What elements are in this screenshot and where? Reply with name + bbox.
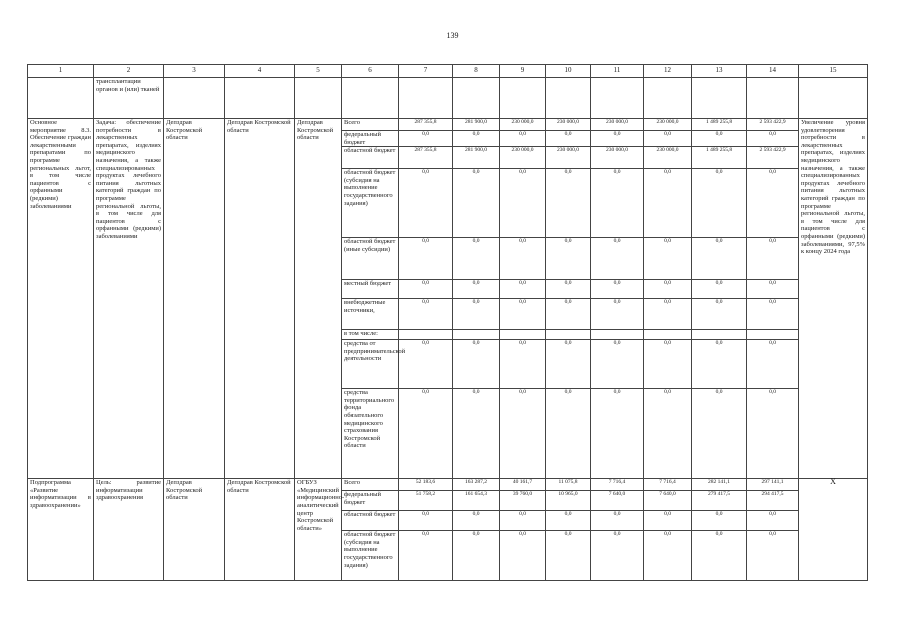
- amount-cell: 297 141,1: [747, 479, 799, 491]
- amount-cell: 0,0: [399, 238, 453, 280]
- amount-cell: 0,0: [500, 531, 546, 581]
- amount-cell: 0,0: [644, 340, 692, 389]
- amount-cell: 0,0: [591, 531, 644, 581]
- amount-cell: 0,0: [644, 280, 692, 299]
- task-cell: Цель: развитие информатизации здравоохранения: [94, 479, 164, 581]
- funding-source-cell: средства территориального фонда обязательного медицинского страхования Костромской области: [342, 389, 399, 479]
- amount-cell: 279 417,5: [692, 491, 747, 511]
- funding-source-cell: в том числе:: [342, 330, 399, 340]
- amount-cell: 0,0: [546, 169, 591, 238]
- funding-source-cell: Всего: [342, 119, 399, 131]
- amount-cell: 0,0: [591, 131, 644, 147]
- amount-cell: 287 355,8: [399, 119, 453, 131]
- amount-cell: [644, 330, 692, 340]
- data-row: [28, 479, 868, 491]
- amount-cell: 0,0: [644, 531, 692, 581]
- amount-cell: 0,0: [546, 340, 591, 389]
- amount-cell: 0,0: [591, 299, 644, 330]
- amount-cell: 0,0: [692, 389, 747, 479]
- amount-cell: 0,0: [453, 131, 500, 147]
- amount-cell: 230 000,0: [644, 119, 692, 131]
- header-cell: 3: [164, 65, 225, 78]
- amount-cell: 287 355,8: [399, 147, 453, 169]
- amount-cell: 0,0: [453, 531, 500, 581]
- amount-cell: 0,0: [399, 531, 453, 581]
- amount-cell: [747, 330, 799, 340]
- amount-cell: 0,0: [644, 238, 692, 280]
- header-cell: 7: [399, 65, 453, 78]
- amount-cell: 0,0: [747, 299, 799, 330]
- amount-cell: 0,0: [500, 511, 546, 531]
- amount-cell: 0,0: [453, 238, 500, 280]
- funding-source-cell: областной бюджет (субсидия на выполнение государственного задания): [342, 169, 399, 238]
- amount-cell: 0,0: [546, 511, 591, 531]
- amount-cell: 0,0: [747, 531, 799, 581]
- amount-cell: 2 593 422,9: [747, 147, 799, 169]
- amount-cell: 0,0: [644, 389, 692, 479]
- amount-cell: [500, 330, 546, 340]
- funding-source-cell: Всего: [342, 479, 399, 491]
- amount-cell: 0,0: [453, 280, 500, 299]
- funding-source-cell: областной бюджет (субсидия на выполнение государственного задания): [342, 531, 399, 581]
- amount-cell: 0,0: [399, 131, 453, 147]
- amount-cell: 230 000,0: [591, 147, 644, 169]
- funding-source-cell: федеральный бюджет: [342, 131, 399, 147]
- customer-cell: Депздрав Костромской области: [164, 119, 225, 479]
- amount-cell: 0,0: [399, 299, 453, 330]
- amount-cell: 230 000,0: [546, 119, 591, 131]
- amount-cell: 281 900,0: [453, 119, 500, 131]
- amount-cell: 0,0: [591, 280, 644, 299]
- coordinator-cell: Депздрав Костромской области: [225, 479, 295, 581]
- amount-cell: 0,0: [500, 340, 546, 389]
- task-cell: Задача: обеспечение потребности в лекарственных препаратах, изделиях медицинского назначения, а также специализированных продуктах лечебного питания льготных категорий граждан по программе региональной льготы, в том числе для пациентов с орфанными (редкими) заболеваниями: [94, 119, 164, 479]
- amount-cell: 40 161,7: [500, 479, 546, 491]
- amount-cell: 0,0: [747, 169, 799, 238]
- amount-cell: 39 760,0: [500, 491, 546, 511]
- funding-source-cell: внебюджетные источники,: [342, 299, 399, 330]
- header-cell: 11: [591, 65, 644, 78]
- amount-cell: 0,0: [500, 280, 546, 299]
- amount-cell: 51 758,2: [399, 491, 453, 511]
- amount-cell: 0,0: [692, 131, 747, 147]
- amount-cell: 7 640,0: [644, 491, 692, 511]
- amount-cell: [692, 330, 747, 340]
- amount-cell: 0,0: [692, 299, 747, 330]
- header-cell: 5: [295, 65, 342, 78]
- amount-cell: 1 489 255,8: [692, 147, 747, 169]
- continuation-text: трансплантации органов и (или) тканей: [94, 78, 164, 119]
- amount-cell: 0,0: [692, 280, 747, 299]
- executor-cell: Депздрав Костромской области: [295, 119, 342, 479]
- amount-cell: 0,0: [399, 389, 453, 479]
- expected-result-cell: Х: [799, 479, 868, 581]
- amount-cell: 0,0: [747, 340, 799, 389]
- amount-cell: 0,0: [453, 389, 500, 479]
- data-row: [28, 119, 868, 131]
- amount-cell: 0,0: [692, 531, 747, 581]
- header-cell: 10: [546, 65, 591, 78]
- amount-cell: 0,0: [747, 511, 799, 531]
- funding-source-cell: областной бюджет (иные субсидии): [342, 238, 399, 280]
- customer-cell: Депздрав Костромской области: [164, 479, 225, 581]
- amount-cell: 230 000,0: [500, 147, 546, 169]
- event-name-cell: Основное мероприятие 8.3. Обеспечение граждан лекарственными препаратами по программе региональных льгот, в том числе пациентов с орфанными (редкими) заболеваниями: [28, 119, 94, 479]
- amount-cell: 0,0: [500, 238, 546, 280]
- amount-cell: 0,0: [546, 131, 591, 147]
- amount-cell: 0,0: [546, 299, 591, 330]
- amount-cell: 281 900,0: [453, 147, 500, 169]
- expected-result-cell: Увеличение уровня удовлетворения потребности в лекарственных препаратах, изделиях медицинского назначения, а также специализированных продуктах лечебного питания льготных категорий граждан по программе региональной льготы, в том числе для пациентов с орфанными (редкими) заболеваниями, 97,5% к концу 2024 года: [799, 119, 868, 479]
- amount-cell: [591, 330, 644, 340]
- executor-cell: ОГБУЗ «Медицинский информационно-аналитический центр Костромской области»: [295, 479, 342, 581]
- amount-cell: 0,0: [399, 169, 453, 238]
- amount-cell: 0,0: [692, 511, 747, 531]
- amount-cell: 0,0: [500, 299, 546, 330]
- amount-cell: [399, 330, 453, 340]
- amount-cell: 0,0: [644, 169, 692, 238]
- amount-cell: 0,0: [453, 340, 500, 389]
- funding-source-cell: областной бюджет: [342, 511, 399, 531]
- funding-source-cell: федеральный бюджет: [342, 491, 399, 511]
- header-cell: 8: [453, 65, 500, 78]
- amount-cell: 7 640,0: [591, 491, 644, 511]
- amount-cell: [546, 330, 591, 340]
- amount-cell: 0,0: [500, 131, 546, 147]
- amount-cell: 0,0: [591, 340, 644, 389]
- amount-cell: 10 965,0: [546, 491, 591, 511]
- amount-cell: 230 000,0: [644, 147, 692, 169]
- amount-cell: 0,0: [500, 169, 546, 238]
- amount-cell: 0,0: [546, 389, 591, 479]
- amount-cell: 0,0: [591, 511, 644, 531]
- amount-cell: 0,0: [692, 238, 747, 280]
- amount-cell: 0,0: [399, 511, 453, 531]
- amount-cell: [453, 330, 500, 340]
- amount-cell: 0,0: [591, 389, 644, 479]
- amount-cell: 0,0: [399, 340, 453, 389]
- amount-cell: 0,0: [644, 131, 692, 147]
- coordinator-cell: Депздрав Костромской области: [225, 119, 295, 479]
- amount-cell: 0,0: [644, 299, 692, 330]
- amount-cell: 7 716,4: [591, 479, 644, 491]
- header-cell: 9: [500, 65, 546, 78]
- amount-cell: 163 287,2: [453, 479, 500, 491]
- amount-cell: 230 000,0: [546, 147, 591, 169]
- funding-source-cell: средства от предпринимательской деятельности: [342, 340, 399, 389]
- amount-cell: 230 000,0: [591, 119, 644, 131]
- amount-cell: 0,0: [747, 131, 799, 147]
- amount-cell: 11 075,8: [546, 479, 591, 491]
- amount-cell: 0,0: [747, 238, 799, 280]
- amount-cell: 0,0: [692, 340, 747, 389]
- continuation-row: [28, 78, 868, 119]
- amount-cell: 1 489 255,8: [692, 119, 747, 131]
- amount-cell: 52 183,6: [399, 479, 453, 491]
- page-number: 139: [446, 31, 459, 40]
- event-name-cell: Подпрограмма «Развитие информатизации в здравоохранении»: [28, 479, 94, 581]
- funding-source-cell: местный бюджет: [342, 280, 399, 299]
- amount-cell: 0,0: [591, 169, 644, 238]
- header-cell: 15: [799, 65, 868, 78]
- funding-source-cell: областной бюджет: [342, 147, 399, 169]
- amount-cell: 0,0: [644, 511, 692, 531]
- header-cell: 2: [94, 65, 164, 78]
- amount-cell: 0,0: [546, 531, 591, 581]
- amount-cell: 0,0: [453, 299, 500, 330]
- amount-cell: 2 593 422,9: [747, 119, 799, 131]
- header-cell: 1: [28, 65, 94, 78]
- amount-cell: 0,0: [546, 280, 591, 299]
- amount-cell: 0,0: [591, 238, 644, 280]
- amount-cell: 294 417,5: [747, 491, 799, 511]
- amount-cell: 7 716,4: [644, 479, 692, 491]
- amount-cell: 0,0: [692, 169, 747, 238]
- header-cell: 6: [342, 65, 399, 78]
- amount-cell: 0,0: [747, 280, 799, 299]
- amount-cell: 161 654,3: [453, 491, 500, 511]
- amount-cell: 0,0: [500, 389, 546, 479]
- program-table: [27, 64, 868, 581]
- header-cell: 12: [644, 65, 692, 78]
- header-cell: 14: [747, 65, 799, 78]
- amount-cell: 0,0: [399, 280, 453, 299]
- header-cell: 13: [692, 65, 747, 78]
- amount-cell: 230 000,0: [500, 119, 546, 131]
- header-cell: 4: [225, 65, 295, 78]
- header-row: [28, 65, 868, 78]
- amount-cell: 282 141,1: [692, 479, 747, 491]
- amount-cell: 0,0: [453, 169, 500, 238]
- amount-cell: 0,0: [453, 511, 500, 531]
- amount-cell: 0,0: [546, 238, 591, 280]
- amount-cell: 0,0: [747, 389, 799, 479]
